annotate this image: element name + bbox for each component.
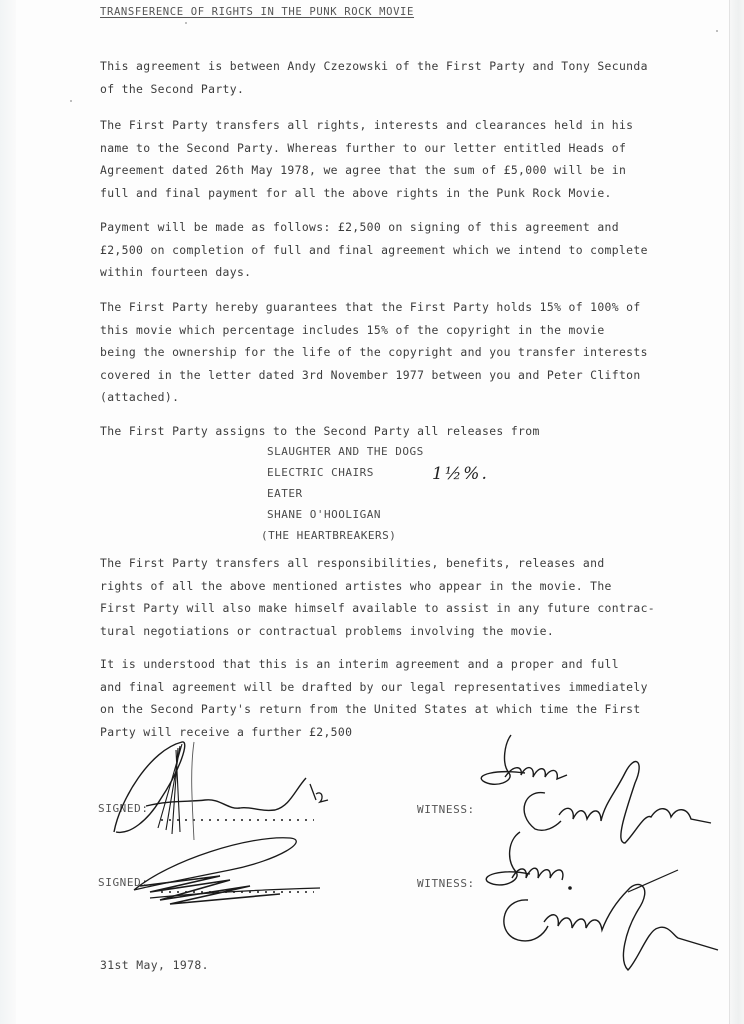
text-line: First Party will also make himself available to assist in any future contrac- (100, 601, 655, 615)
artist-item: SHANE O'HOOLIGAN (267, 508, 381, 521)
paragraph-parties (100, 55, 680, 100)
artist-item: EATER (267, 487, 303, 500)
text-line: The First Party transfers all responsibilities, benefits, releases and (100, 556, 605, 570)
paragraph-transfer-rights (100, 114, 680, 204)
text-line: The First Party assigns to the Second Party all releases from (100, 424, 540, 438)
paragraph-payment (100, 216, 680, 284)
signature-second-party (130, 830, 330, 910)
signature-witness-second (478, 830, 728, 980)
signature-first-party (110, 740, 310, 840)
text-line: The First Party hereby guarantees that the First Party holds 15% of 100% of (100, 300, 641, 314)
paragraph-interim (100, 653, 680, 743)
text-line: and final agreement will be drafted by our legal representatives immediately (100, 679, 648, 694)
text-line: on the Second Party's return from the United States at which time the First (100, 702, 641, 716)
text-line: Payment will be made as follows: £2,500 on signing of this agreement and (100, 220, 619, 234)
signed-label-first: SIGNED: (98, 802, 149, 815)
text-line: tural negotiations or contractual problems involving the movie. (100, 623, 555, 638)
text-line: It is understood that this is an interim agreement and a proper and full (100, 657, 619, 671)
artist-item: ELECTRIC CHAIRS (267, 466, 374, 479)
witness-label-first: WITNESS: (417, 803, 475, 816)
document-title: TRANSFERENCE OF RIGHTS IN THE PUNK ROCK MOVIE (100, 6, 415, 18)
text-line: This agreement is between Andy Czezowski of the First Party and Tony Secunda (100, 59, 648, 73)
text-line: (attached). (100, 390, 180, 404)
signed-label-second: SIGNED: (98, 876, 149, 889)
artist-item: (THE HEARTBREAKERS) (261, 529, 397, 542)
text-line: name to the Second Party. Whereas further to our letter entitled Heads of (100, 140, 627, 155)
text-line: full and final payment for all the above rights in the Punk Rock Movie. (100, 185, 612, 200)
artist-item: SLAUGHTER AND THE DOGS (267, 445, 424, 458)
text-line: The First Party transfers all rights, interests and clearances held in his (100, 118, 634, 132)
paper-speck (716, 30, 718, 32)
document-date: 31st May, 1978. (100, 958, 209, 972)
handwritten-percentage-note: 1½%. (432, 464, 489, 484)
paragraph-responsibilities (100, 552, 680, 642)
text-line: Agreement dated 26th May 1978, we agree that the sum of £5,000 will be in (100, 163, 627, 177)
paper-speck (185, 22, 187, 24)
paragraph-guarantee (100, 296, 680, 409)
text-line: this movie which percentage includes 15% of the copyright in the movie (100, 322, 605, 337)
text-line: being the ownership for the life of the copyright and you transfer interests (100, 345, 648, 359)
text-line: £2,500 on completion of full and final agreement which we intend to complete (100, 242, 648, 257)
text-line: rights of all the above mentioned artistes who appear in the movie. The (100, 578, 612, 593)
paragraph-assigns (100, 420, 680, 443)
paper-speck (70, 100, 72, 102)
text-line: Party will receive a further £2,500 (100, 724, 353, 739)
paper-right-edge (729, 0, 744, 1024)
text-line: of the Second Party. (100, 81, 245, 96)
text-line: covered in the letter dated 3rd November 1977 between you and Peter Clifton (100, 367, 641, 382)
witness-label-second: WITNESS: (417, 877, 475, 890)
text-line: within fourteen days. (100, 265, 252, 279)
paper-left-edge (0, 0, 16, 1024)
artist-list (261, 441, 424, 546)
